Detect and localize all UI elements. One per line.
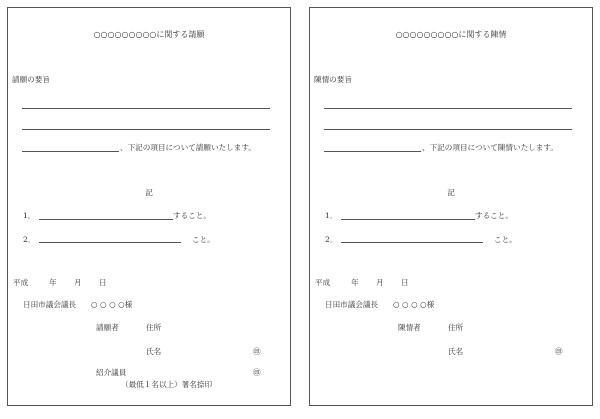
summary-line-1[interactable] xyxy=(324,108,572,109)
item-2-blank[interactable] xyxy=(341,242,483,243)
item-1-suffix: すること。 xyxy=(475,211,513,220)
address-label: 住所 xyxy=(448,323,464,332)
date-day: 日 xyxy=(401,278,409,287)
addressee-name: ○ ○ ○ ○様 xyxy=(393,300,435,309)
date-day: 日 xyxy=(99,278,107,287)
subject-blank[interactable] xyxy=(22,151,119,152)
date-month: 月 xyxy=(376,278,384,287)
name-label: 氏名 xyxy=(448,347,464,356)
date-month: 月 xyxy=(74,278,82,287)
seal-mark: ㊞ xyxy=(555,347,563,356)
item-2-suffix: こと。 xyxy=(192,235,215,244)
request-text: 、下記の項目について請願いたします。 xyxy=(120,143,256,152)
item-1-number: 1． xyxy=(325,211,338,220)
item-2-number: 2． xyxy=(325,235,338,244)
item-1-number: 1． xyxy=(23,211,36,220)
form-title: ○○○○○○○○○に関する陳情 xyxy=(395,30,507,39)
date-era: 平成 xyxy=(13,278,29,287)
name-label: 氏名 xyxy=(146,347,162,356)
item-1-suffix: すること。 xyxy=(173,211,211,220)
item-2-number: 2． xyxy=(23,235,36,244)
address-label: 住所 xyxy=(146,323,162,332)
request-text: 、下記の項目について陳情いたします。 xyxy=(422,143,558,152)
summary-line-2[interactable] xyxy=(22,129,270,130)
form-title: ○○○○○○○○○に関する請願 xyxy=(93,30,205,39)
summary-line-2[interactable] xyxy=(324,129,572,130)
petitioner-label: 陳情者 xyxy=(398,323,421,332)
item-2-suffix: こと。 xyxy=(494,235,517,244)
record-label: 記 xyxy=(145,188,153,197)
summary-label: 請願の要旨 xyxy=(12,75,50,84)
introducer-label: 紹介議員 xyxy=(96,368,127,377)
date-year: 年 xyxy=(351,278,359,287)
petition-form xyxy=(7,7,291,406)
date-year: 年 xyxy=(49,278,57,287)
petitioner-label: 請願者 xyxy=(96,323,119,332)
addressee: 日田市議会議長 xyxy=(23,300,77,309)
date-era: 平成 xyxy=(315,278,331,287)
appeal-form xyxy=(309,7,593,406)
item-1-blank[interactable] xyxy=(39,219,173,220)
introducer-seal-mark: ㊞ xyxy=(253,368,261,377)
summary-line-1[interactable] xyxy=(22,108,270,109)
seal-mark: ㊞ xyxy=(253,347,261,356)
item-2-blank[interactable] xyxy=(39,242,181,243)
summary-label: 陳情の要旨 xyxy=(314,75,352,84)
addressee: 日田市議会議長 xyxy=(325,300,379,309)
addressee-name: ○ ○ ○ ○様 xyxy=(91,300,133,309)
item-1-blank[interactable] xyxy=(341,219,475,220)
introducer-note: （最低１名以上）署名捺印 xyxy=(121,380,213,389)
record-label: 記 xyxy=(447,188,455,197)
subject-blank[interactable] xyxy=(324,151,421,152)
